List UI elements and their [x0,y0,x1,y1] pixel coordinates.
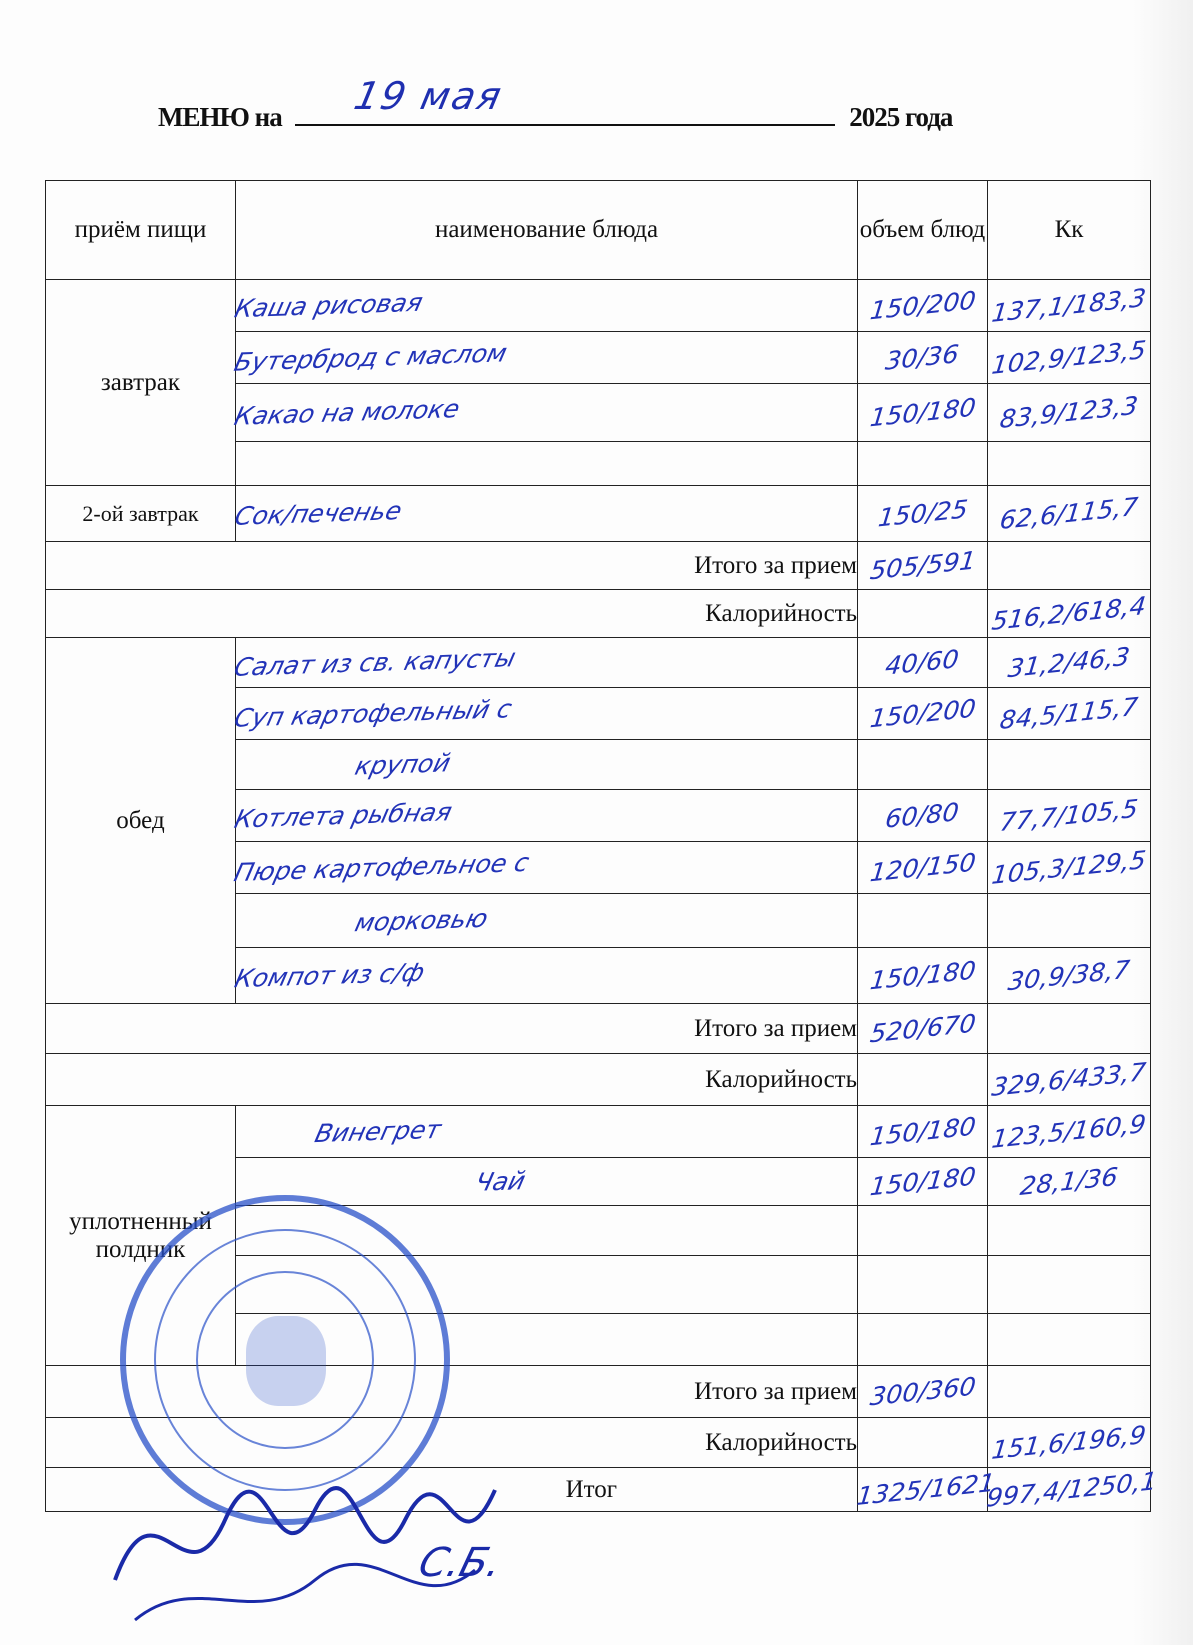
calorie-value: 516,2/618,4 [990,591,1148,636]
menu-title [158,74,953,133]
volume-cell [858,842,988,894]
total-label: Итого за прием [46,1004,858,1054]
kcal-cell [988,1158,1151,1206]
signature-initials: С.Б. [413,1540,507,1586]
volume-value: 150/200 [868,285,977,326]
kcal-value: 83,9/123,3 [998,390,1140,435]
volume-cell [858,1206,988,1256]
dish-cell [231,948,858,1004]
kcal-value: 105,3/129,5 [990,845,1148,890]
total-volume: 300/360 [868,1371,977,1412]
calorie-row [46,1054,1151,1106]
table-row [46,1106,1151,1158]
volume-value: 60/80 [884,797,961,834]
dish-name: Суп картофельный с [231,694,515,733]
volume-value: 150/180 [868,1111,977,1152]
volume-cell [858,1314,988,1366]
kcal-value: 84,5/115,7 [998,691,1140,736]
dish-cell [231,332,858,384]
kcal-cell [988,280,1151,332]
kcal-cell [988,740,1151,790]
volume-value: 40/60 [884,644,961,681]
kcal-value: 123,5/160,9 [990,1109,1148,1154]
dish-cell [236,894,858,948]
volume-value: 120/150 [868,847,977,888]
kcal-cell [988,1054,1151,1106]
kcal-value: 31,2/46,3 [1006,641,1132,684]
dish-name: Котлета рыбная [231,797,455,834]
kcal-cell [988,842,1151,894]
calorie-value: 151,6/196,9 [990,1420,1148,1465]
volume-cell [858,280,988,332]
kcal-cell [988,1256,1151,1314]
kcal-cell [988,590,1151,638]
dish-name: Салат из св. капусты [231,643,519,682]
dish-name: Чай [472,1166,529,1197]
kcal-cell [985,1466,1159,1513]
dish-name: Бутерброд с маслом [231,338,510,377]
volume-cell [858,486,988,542]
volume-value: 150/180 [868,955,977,996]
title-suffix: 2025 года [849,102,953,132]
total-label: Итого за прием [46,542,858,590]
volume-value: 150/180 [868,1161,977,1202]
kcal-cell [988,384,1151,442]
kcal-cell [988,1366,1151,1418]
dish-name: Винегрет [312,1114,444,1149]
date-line [295,74,835,126]
signature-icon [95,1430,525,1630]
volume-cell [858,790,988,842]
header-row [46,181,1151,280]
dish-cell [231,384,858,442]
total-row [46,1004,1151,1054]
volume-cell [858,1366,988,1418]
volume-value: 150/200 [868,693,977,734]
dish-cell [236,442,858,486]
volume-cell [858,1054,988,1106]
total-label: Итого за прием [46,1366,858,1418]
kcal-value: 28,1/36 [1018,1162,1120,1201]
total-volume: 505/591 [868,545,977,586]
calorie-row [46,590,1151,638]
kcal-cell [988,332,1151,384]
table-row [46,638,1151,688]
volume-cell [858,1004,988,1054]
dish-cell [231,280,858,332]
kcal-cell [988,1206,1151,1256]
dish-cell [231,486,858,542]
meal-second-breakfast: 2-ой завтрак [46,486,236,542]
col-meal: приём пищи [46,181,236,280]
dish-name: Каша рисовая [231,287,426,324]
dish-cell [231,842,858,894]
table-row [46,280,1151,332]
kcal-value: 137,1/183,3 [990,283,1148,328]
volume-cell [858,688,988,740]
volume-value: 150/180 [868,392,977,433]
handwritten-date: 19 мая [350,74,508,118]
dish-name: морковью [352,903,491,938]
volume-cell [858,590,988,638]
dish-name: Какао на молоке [231,394,463,431]
meal-snack: уплотненный полдник [46,1106,236,1366]
kcal-cell [988,542,1151,590]
col-dish: наименование блюда [236,181,858,280]
kcal-cell [988,638,1151,688]
seal-emblem-icon [246,1316,326,1406]
dish-name: крупой [352,748,454,781]
kcal-cell [988,688,1151,740]
calorie-value: 329,6/433,7 [990,1057,1148,1102]
volume-cell [858,894,988,948]
kcal-value: 77,7/105,5 [998,793,1140,838]
volume-value: 30/36 [884,339,961,376]
kcal-cell [988,442,1151,486]
kcal-cell [988,1004,1151,1054]
total-row [46,542,1151,590]
volume-cell [858,442,988,486]
calorie-label: Калорийность [46,590,858,638]
volume-cell [858,1106,988,1158]
volume-cell [855,1467,997,1512]
volume-value: 150/25 [876,494,969,533]
meal-breakfast: завтрак [46,280,236,486]
dish-name: Компот из с/ф [231,957,428,994]
dish-name: Сок/печенье [231,496,405,531]
calorie-label: Калорийность [46,1418,858,1468]
dish-name: Пюре картофельное с [231,847,533,888]
kcal-value: 102,9/123,5 [990,335,1148,380]
volume-cell [858,384,988,442]
total-volume: 520/670 [868,1008,977,1049]
kcal-cell [988,486,1151,542]
kcal-cell [988,1314,1151,1366]
kcal-cell [988,1418,1151,1468]
title-prefix: МЕНЮ на [158,102,282,132]
kcal-cell [988,790,1151,842]
volume-cell [858,1256,988,1314]
dish-cell [231,790,858,842]
kcal-value: 62,6/115,7 [998,491,1140,536]
kcal-cell [988,948,1151,1004]
volume-cell [858,740,988,790]
volume-cell [858,542,988,590]
volume-cell [858,1418,988,1468]
kcal-value: 30,9/38,7 [1006,954,1132,997]
grand-kcal: 997,4/1250,1 [985,1466,1159,1513]
table-row [46,486,1151,542]
kcal-cell [988,894,1151,948]
dish-cell [231,638,858,688]
col-kcal: Кк [988,181,1151,280]
kcal-cell [988,1106,1151,1158]
calorie-label: Калорийность [46,1054,858,1106]
col-volume: объем блюд [858,181,988,280]
grand-volume: 1325/1621 [855,1467,997,1512]
dish-cell [231,688,858,740]
volume-cell [858,1158,988,1206]
grand-total-label: Итог [46,1468,858,1512]
dish-cell [236,740,858,790]
dish-cell [236,1158,858,1206]
volume-cell [858,948,988,1004]
dish-cell [236,1106,858,1158]
volume-cell [858,332,988,384]
meal-lunch: обед [46,638,236,1004]
volume-cell [858,638,988,688]
